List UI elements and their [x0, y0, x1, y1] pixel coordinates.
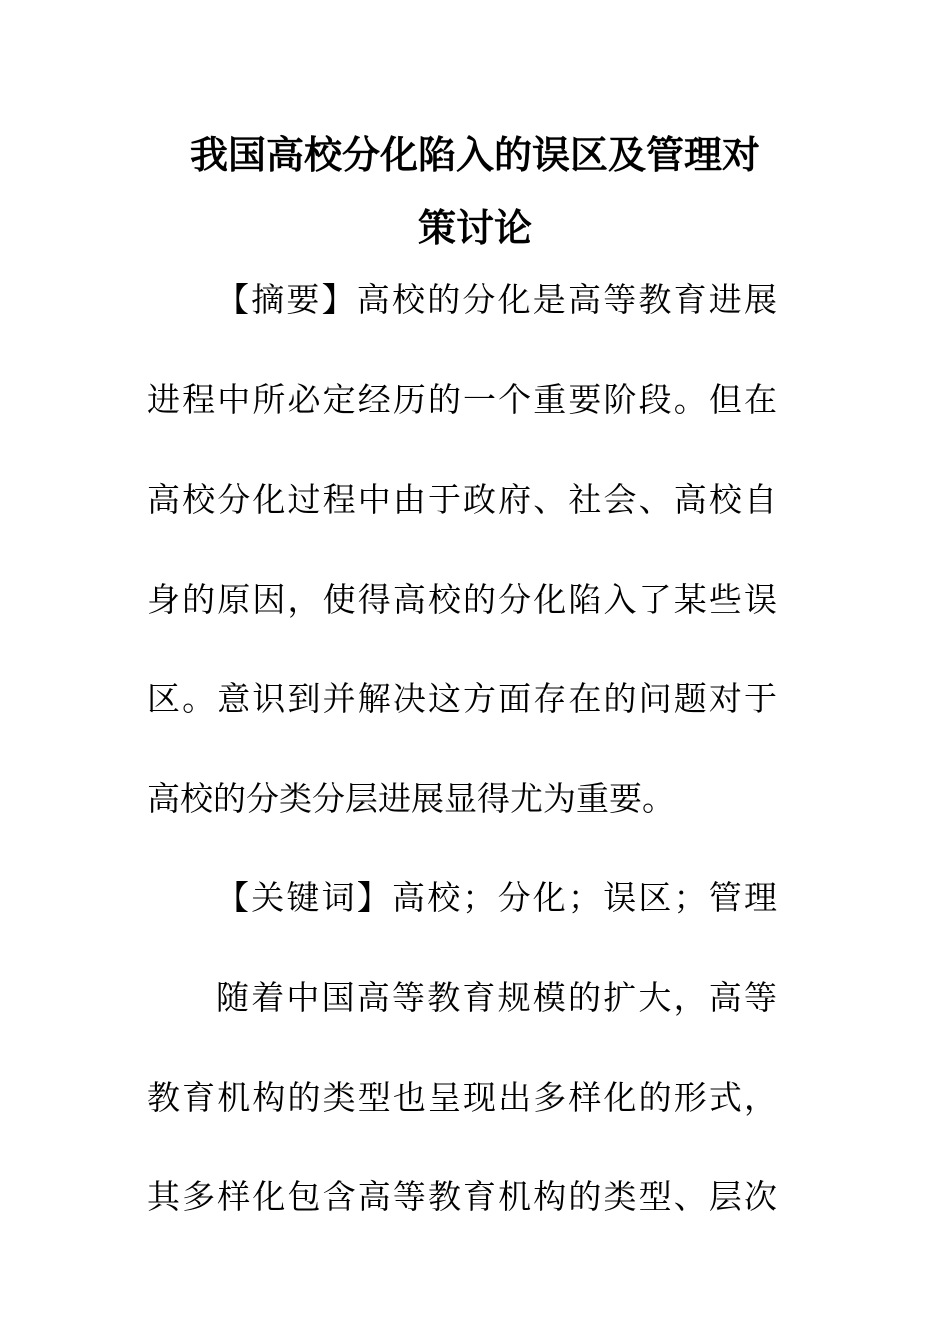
abstract-line-4: 身的原因，使得高校的分化陷入了某些误	[147, 580, 777, 619]
abstract-line-1: 【摘要】高校的分化是高等教育进展	[216, 280, 777, 319]
document-title-line-1: 我国高校分化陷入的误区及管理对	[189, 133, 760, 177]
abstract-line-6: 高校的分类分层进展显得尤为重要。	[147, 779, 675, 818]
body-line-2: 教育机构的类型也呈现出多样化的形式，	[147, 1078, 777, 1117]
keywords-line: 【关键词】高校；分化；误区；管理	[216, 878, 777, 917]
body-line-1: 随着中国高等教育规模的扩大，高等	[216, 978, 777, 1017]
abstract-line-3: 高校分化过程中由于政府、社会、高校自	[147, 480, 777, 519]
document-title-line-2: 策讨论	[417, 206, 532, 250]
body-line-3: 其多样化包含高等教育机构的类型、层次	[147, 1177, 777, 1216]
abstract-line-5: 区。意识到并解决这方面存在的问题对于	[147, 679, 777, 718]
abstract-line-2: 进程中所必定经历的一个重要阶段。但在	[147, 380, 777, 419]
